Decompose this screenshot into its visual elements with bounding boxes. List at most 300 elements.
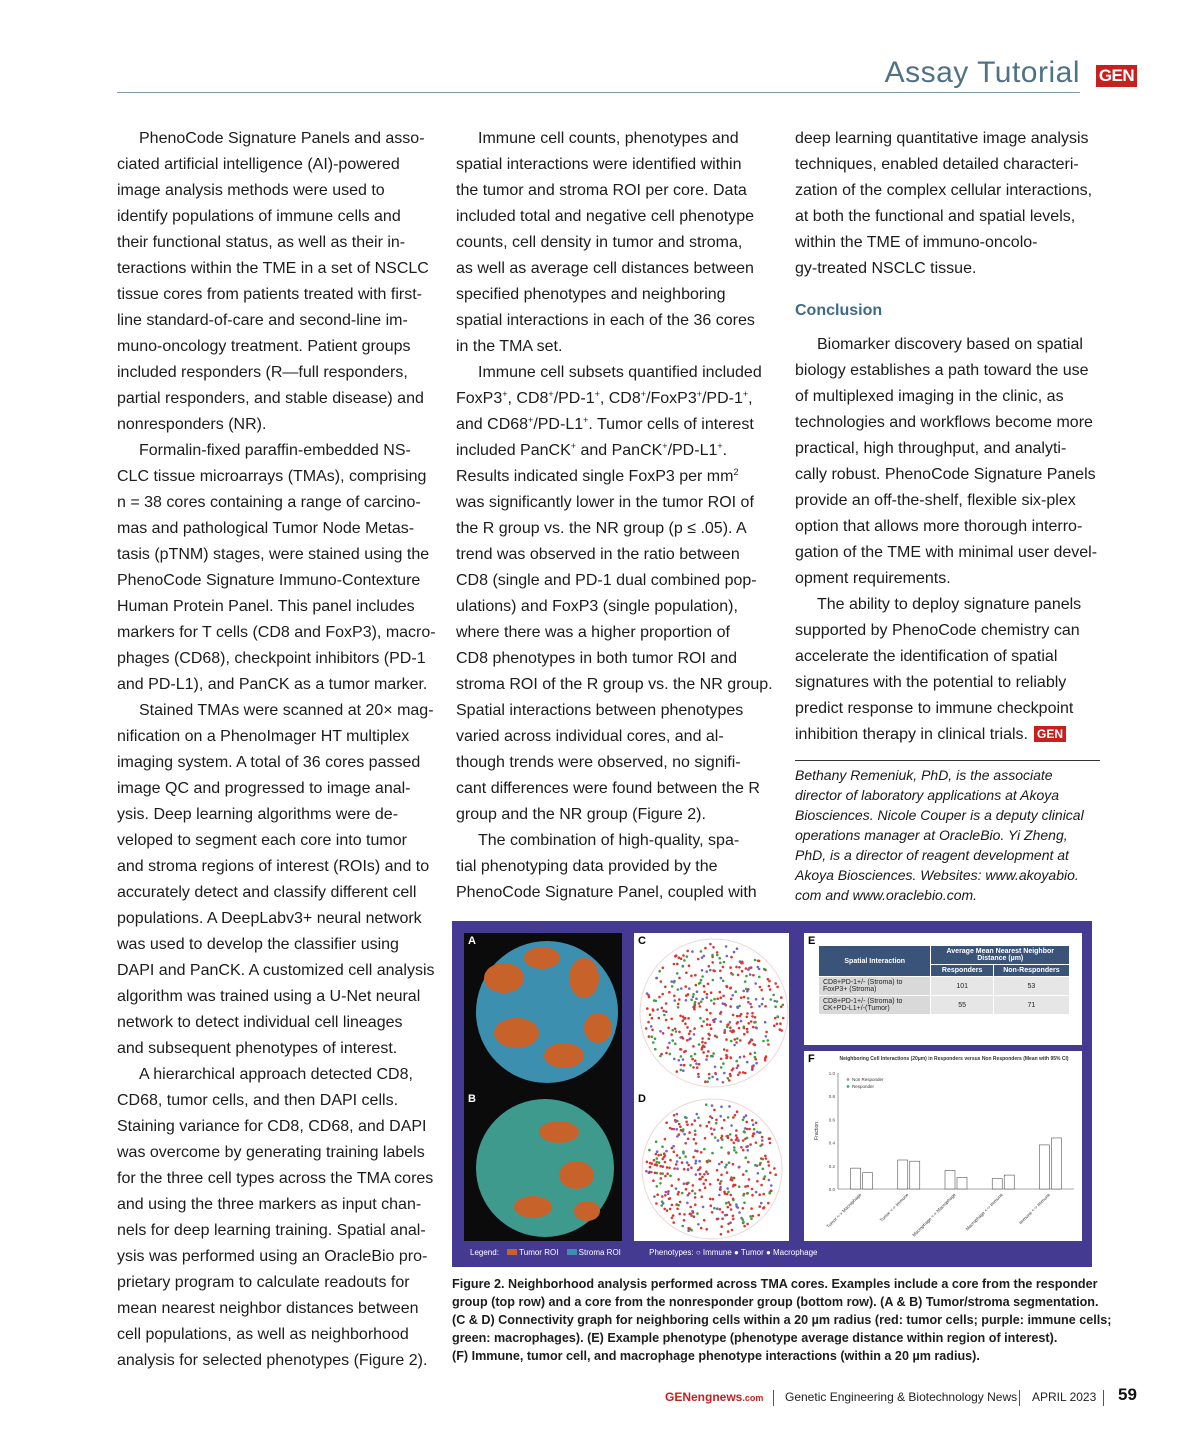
cell-dot (743, 1027, 746, 1030)
cell-dot (685, 1121, 688, 1124)
cell-dot (652, 1009, 655, 1012)
footer-site-link[interactable]: GENengnews.com (665, 1390, 764, 1404)
col2-paragraph-2: Immune cell subsets quantified included FoxP3+, CD8+/PD-1+, CD8+/FoxP3+/PD-1+, and CD68+/PD-L1+. Tumor cells of interest included PanCK+ and PanCK+/PD-L1+. Results indicated single FoxP3 per $mm^2$ was significantly lower in the tumor ROI of the R group vs. the NR group (p ≤ .05). A trend was observed in the ratio between CD8 (single and PD-1 dual combined pop- ulations) and FoxP3 (single population), where there was a higher proportion of CD8 phenotypes in both tumor ROI and stroma ROI of the R group vs. the NR group. Spatial interactions between phenotypes varied across individual cores, and al- though trends were observed, no signifi- cant differences were found between the R group and the NR group (Figure 2). (456, 364, 773, 823)
cell-dot (748, 1128, 751, 1131)
cell-dot (652, 1041, 655, 1044)
cell-dot (748, 1178, 751, 1181)
cell-dot (730, 1139, 733, 1142)
cell-dot (732, 1116, 735, 1119)
cell-dot (659, 1172, 662, 1175)
cell-dot (762, 998, 765, 1001)
cell-dot (731, 1177, 734, 1180)
cell-dot (719, 1020, 722, 1023)
cell-dot (656, 1008, 659, 1011)
cell-dot (692, 1184, 695, 1187)
cell-dot (719, 996, 722, 999)
cell-dot (680, 1048, 683, 1051)
cell-dot (660, 1154, 663, 1157)
cell-dot (736, 1021, 739, 1024)
cell-dot (683, 1168, 686, 1171)
cell-dot (769, 1137, 772, 1140)
cell-dot (730, 1194, 733, 1197)
cell-dot (695, 1173, 698, 1176)
cell-dot (746, 990, 749, 993)
cell-dot (729, 1074, 732, 1077)
cell-dot (665, 1019, 668, 1022)
cell-dot (751, 1194, 754, 1197)
cell-dot (703, 1045, 706, 1048)
cell-dot (694, 1133, 697, 1136)
cell-dot (682, 1037, 685, 1040)
cell-dot (744, 1185, 747, 1188)
cell-dot (726, 1024, 729, 1027)
cell-dot (673, 963, 676, 966)
cell-dot (746, 1192, 749, 1195)
page-number: 59 (1118, 1385, 1137, 1404)
tumor-roi-swatch (507, 1249, 517, 1255)
cell-dot (735, 1139, 738, 1142)
cell-dot (672, 1145, 675, 1148)
cell-dot (732, 1198, 735, 1201)
cell-dot (729, 1030, 732, 1033)
cell-dot (750, 1207, 753, 1210)
cell-dot (666, 1172, 669, 1175)
cell-dot (696, 1066, 699, 1069)
cell-dot (646, 1161, 649, 1164)
cell-dot (676, 1167, 679, 1170)
header-divider (117, 92, 1080, 93)
cell-dot (752, 1123, 755, 1126)
cell-dot (732, 1067, 735, 1070)
marker-line-a: FoxP3+, CD8+/PD-1+, CD8+/FoxP3+/PD-1+, (456, 389, 753, 407)
cell-dot (712, 969, 715, 972)
cell-dot (662, 1010, 665, 1013)
cell-dot (676, 963, 679, 966)
cell-dot (744, 1127, 747, 1130)
cell-dot (742, 1194, 745, 1197)
cell-dot (713, 1020, 716, 1023)
cell-dot (673, 1058, 676, 1061)
cell-dot (752, 974, 755, 977)
cell-dot (704, 947, 707, 950)
cell-dot (680, 1069, 683, 1072)
bar-responder (1004, 1175, 1014, 1189)
cell-dot (746, 1137, 749, 1140)
cell-dot (689, 1064, 692, 1067)
cell-dot (708, 1077, 711, 1080)
footer-date: APRIL 2023 (1032, 1390, 1097, 1404)
col2-paragraph-1: Immune cell counts, phenotypes and spatial interactions were identified within the tumor and stroma ROI per core. Data included total and negative cell phenotype counts, cell density in tumor and stroma, as well as average cell distances between specified phenotypes and neighboring spatial interactions in each of the 36 cores in the TMA set. (456, 130, 755, 355)
cell-dot (711, 1152, 714, 1155)
cell-dot (749, 1215, 752, 1218)
cell-dot (767, 1043, 770, 1046)
cell-dot (684, 1017, 687, 1020)
cell-dot (703, 1219, 706, 1222)
cell-dot (676, 1154, 679, 1157)
cell-dot (735, 1203, 738, 1206)
footer-separator (773, 1390, 774, 1406)
cell-dot (658, 1161, 661, 1164)
cell-dot (759, 986, 762, 989)
cell-dot (756, 1180, 759, 1183)
cell-dot (751, 1015, 754, 1018)
cell-dot (729, 966, 732, 969)
cell-dot (717, 1179, 720, 1182)
cell-dot (720, 1233, 723, 1236)
cell-dot (720, 1105, 723, 1108)
cell-dot (645, 1027, 648, 1030)
cell-dot (674, 1043, 677, 1046)
cell-dot (686, 1123, 689, 1126)
cell-dot (656, 1157, 659, 1160)
cell-dot (677, 1191, 680, 1194)
cell-dot (718, 1163, 721, 1166)
cell-dot (716, 998, 719, 1001)
cell-dot (689, 1030, 692, 1033)
cell-dot (755, 998, 758, 1001)
cell-dot (669, 1208, 672, 1211)
cell-dot (772, 994, 775, 997)
bar-responder (957, 1177, 967, 1189)
cell-dot (653, 999, 656, 1002)
cell-dot (678, 998, 681, 1001)
cell-dot (735, 1134, 738, 1137)
cell-dot (770, 1190, 773, 1193)
cell-dot (662, 1032, 665, 1035)
cell-dot (746, 1061, 749, 1064)
cell-dot (751, 1012, 754, 1015)
cell-dot (769, 1171, 772, 1174)
marker-line-b: and CD68+/PD-L1+. Tumor cells of interest (456, 415, 754, 433)
cell-dot (733, 1142, 736, 1145)
cell-dot (687, 1164, 690, 1167)
cell-dot (722, 980, 725, 983)
cell-dot (694, 1162, 697, 1165)
cell-dot (734, 1114, 737, 1117)
cell-dot (728, 1161, 731, 1164)
cell-dot (691, 1190, 694, 1193)
cell-dot (759, 1162, 762, 1165)
cell-dot (678, 1213, 681, 1216)
cell-dot (692, 1156, 695, 1159)
cell-dot (682, 954, 685, 957)
panel-e-table: E Spatial Interaction Average Mean Nearest Neighbor Distance (µm) Responders Non-Responders CD8+PD-1+/- (Stroma) to FoxP3+ (Stroma) 101 53 CD8+PD-1+/- (Stroma) to CK+PD-L1+/-(Tumor) 55 71 (804, 933, 1082, 1045)
cell-dot (705, 970, 708, 973)
footer-publication: Genetic Engineering & Biotechnology News (785, 1390, 1018, 1404)
cell-dot (765, 1035, 768, 1038)
cell-dot (756, 1131, 759, 1134)
cell-dot (758, 976, 761, 979)
cell-dot (742, 990, 745, 993)
cell-dot (687, 1138, 690, 1141)
cell-dot (690, 1055, 693, 1058)
panel-d-connectivity: D (634, 1091, 789, 1241)
cell-dot (688, 1227, 691, 1230)
cell-dot (768, 1179, 771, 1182)
cell-dot (742, 1149, 745, 1152)
cell-dot (760, 1184, 763, 1187)
cell-dot (747, 1022, 750, 1025)
cell-dot (695, 1160, 698, 1163)
cell-dot (713, 1128, 716, 1131)
cell-dot (653, 1195, 656, 1198)
cell-dot (711, 1133, 714, 1136)
distance-table: Spatial Interaction Average Mean Nearest Neighbor Distance (µm) Responders Non-Responders CD8+PD-1+/- (Stroma) to FoxP3+ (Stroma) 101 53 CD8+PD-1+/- (Stroma) to CK+PD-L1+/-(Tumor) 55 71 (818, 945, 1070, 1015)
cell-dot (730, 972, 733, 975)
cell-dot (746, 1145, 749, 1148)
cell-dot (705, 1058, 708, 1061)
cell-dot (688, 1038, 691, 1041)
cell-dot (706, 1023, 709, 1026)
cell-dot (725, 1038, 728, 1041)
cell-dot (720, 1146, 723, 1149)
col3-paragraph-2: Biomarker discovery based on spatial biology establishes a path toward the use of multiplexed imaging in the clinic, as technologies and workflows become more practical, high throughput, and analyti- cally robust. PhenoCode Signature Panels provide an off-the-shelf, flexible six-plex option that allows more thorough interro- gation of the TME with minimal user devel- opment requirements. (795, 336, 1098, 587)
cell-dot (705, 1228, 708, 1231)
cell-dot (654, 1037, 657, 1040)
cell-dot (732, 1163, 735, 1166)
cell-dot (696, 1113, 699, 1116)
cell-dot (661, 1195, 664, 1198)
cell-dot (727, 1116, 730, 1119)
cell-dot (763, 968, 766, 971)
cell-dot (671, 1217, 674, 1220)
cell-dot (745, 967, 748, 970)
cell-dot (726, 1171, 729, 1174)
cell-dot (716, 1169, 719, 1172)
cell-dot (695, 997, 698, 1000)
cell-dot (673, 1114, 676, 1117)
cell-dot (704, 1137, 707, 1140)
cell-dot (752, 1026, 755, 1029)
cell-dot (660, 980, 663, 983)
cell-dot (764, 1059, 767, 1062)
cell-dot (704, 1186, 707, 1189)
cell-dot (697, 1076, 700, 1079)
cell-dot (765, 1055, 768, 1058)
cell-dot (758, 1193, 761, 1196)
cell-dot (719, 1012, 722, 1015)
cell-dot (692, 1066, 695, 1069)
cell-dot (708, 1073, 711, 1076)
cell-dot (774, 1017, 777, 1020)
cell-dot (751, 1067, 754, 1070)
cell-dot (740, 962, 743, 965)
cell-dot (674, 1120, 677, 1123)
cell-dot (664, 1138, 667, 1141)
cell-dot (684, 1116, 687, 1119)
cell-dot (664, 1161, 667, 1164)
cell-dot (669, 1053, 672, 1056)
cell-dot (656, 1161, 659, 1164)
cell-dot (748, 968, 751, 971)
y-tick-label: 0.2 (828, 1163, 835, 1169)
cell-dot (741, 1218, 744, 1221)
table-row: CD8+PD-1+/- (Stroma) to CK+PD-L1+/-(Tumor) 55 71 (819, 996, 1070, 1015)
cell-dot (711, 1104, 714, 1107)
cell-dot (648, 1035, 651, 1038)
cell-dot (711, 961, 714, 964)
cell-dot (703, 1173, 706, 1176)
cell-dot (757, 1214, 760, 1217)
cell-dot (697, 1117, 700, 1120)
cell-dot (701, 1195, 704, 1198)
cell-dot (684, 1022, 687, 1025)
cell-dot (780, 1006, 783, 1009)
cell-dot (694, 1053, 697, 1056)
col3-paragraph-1: deep learning quantitative image analysis techniques, enabled detailed characteri- zation of the complex cellular interactions, at both the functional and spatial levels, within the TME of immuno-oncolo- gy-treated NSCLC tissue. (795, 130, 1093, 277)
cell-dot (702, 1182, 705, 1185)
cell-dot (747, 1001, 750, 1004)
cell-dot (658, 996, 661, 999)
cell-dot (719, 1208, 722, 1211)
cell-dot (662, 1202, 665, 1205)
cell-dot (658, 970, 661, 973)
cell-dot (755, 1141, 758, 1144)
cell-dot (749, 973, 752, 976)
cell-dot (746, 1028, 749, 1031)
cell-dot (707, 1050, 710, 1053)
cell-dot (694, 1192, 697, 1195)
cell-dot (745, 1114, 748, 1117)
cell-dot (738, 1027, 741, 1030)
cell-dot (762, 1040, 765, 1043)
cell-dot (721, 1138, 724, 1141)
cell-dot (681, 1161, 684, 1164)
cell-dot (726, 1193, 729, 1196)
cell-dot (704, 1080, 707, 1083)
cell-dot (677, 1204, 680, 1207)
cell-dot (680, 1064, 683, 1067)
cell-dot (698, 1002, 701, 1005)
cell-dot (693, 1027, 696, 1030)
col1-paragraph-4: A hierarchical approach detected CD8, CD68, tumor cells, and then DAPI cells. Staining variance for CD8, CD68, and DAPI was overcome by generating training labels for the three cell types across the TMA cores and using the three markers as input chan- nels for deep learning training. Spatial anal- ysis was performed using an OracleBio pro- prietary program to calculate readouts for mean nearest neighbor distances between cell populations, as well as neighborhood analysis for selected phenotypes (Figure 2). (117, 1066, 434, 1369)
cell-dot (698, 1043, 701, 1046)
cell-dot (747, 997, 750, 1000)
marker-line-c: included PanCK+ and PanCK+/PD-L1+. (456, 441, 728, 459)
cell-dot (649, 1166, 652, 1169)
cell-dot (665, 1121, 668, 1124)
cell-dot (733, 951, 736, 954)
cell-dot (695, 1142, 698, 1145)
x-tick-label: Macrophage <-> Macrophage (911, 1192, 957, 1238)
bar-responder (910, 1161, 920, 1189)
cell-dot (743, 1225, 746, 1228)
cell-dot (720, 1161, 723, 1164)
cell-dot (726, 955, 729, 958)
cell-dot (688, 987, 691, 990)
cell-dot (722, 995, 725, 998)
cell-dot (746, 1223, 749, 1226)
gen-logo: GEN (1096, 65, 1137, 87)
cell-dot (759, 1145, 762, 1148)
cell-dot (712, 946, 715, 949)
cell-dot (710, 1027, 713, 1030)
cell-dot (760, 1202, 763, 1205)
cell-dot (739, 1056, 742, 1059)
cell-dot (703, 991, 706, 994)
cell-dot (733, 1044, 736, 1047)
cell-dot (671, 1184, 674, 1187)
connectivity-graph-d (634, 1091, 789, 1241)
cell-dot (725, 1054, 728, 1057)
cell-dot (676, 1208, 679, 1211)
cell-dot (674, 955, 677, 958)
cell-dot (670, 980, 673, 983)
cell-dot (685, 971, 688, 974)
cell-dot (656, 1150, 659, 1153)
cell-dot (660, 1204, 663, 1207)
cell-dot (703, 985, 706, 988)
cell-dot (680, 987, 683, 990)
cell-dot (697, 1073, 700, 1076)
cell-dot (678, 1059, 681, 1062)
cell-dot (727, 1206, 730, 1209)
cell-dot (720, 1066, 723, 1069)
cell-dot (705, 1103, 708, 1106)
cell-dot (685, 1188, 688, 1191)
cell-dot (770, 1184, 773, 1187)
cell-dot (698, 1160, 701, 1163)
cell-dot (665, 1052, 668, 1055)
cell-dot (682, 1058, 685, 1061)
cell-dot (667, 1027, 670, 1030)
bar-nonresponder (945, 1170, 955, 1189)
bar-responder (863, 1173, 873, 1189)
cell-dot (681, 965, 684, 968)
cell-dot (727, 1152, 730, 1155)
cell-dot (776, 1015, 779, 1018)
x-tick-label: Tumor <-> Immune (878, 1192, 910, 1223)
cell-dot (702, 1020, 705, 1023)
cell-dot (654, 1172, 657, 1175)
table-row: CD8+PD-1+/- (Stroma) to FoxP3+ (Stroma) 101 53 (819, 977, 1070, 996)
section-title: Assay Tutorial (884, 56, 1080, 89)
cell-dot (653, 1159, 656, 1162)
cell-dot (714, 1136, 717, 1139)
cell-dot (751, 1119, 754, 1122)
cell-dot (708, 1121, 711, 1124)
figure-legend: Legend: Tumor ROI Stroma ROI Phenotypes: ○ Immune ● Tumor ● Macrophage (470, 1248, 818, 1257)
cell-dot (677, 1178, 680, 1181)
cell-dot (747, 1185, 750, 1188)
cell-dot (698, 1063, 701, 1066)
author-bio: Bethany Remeniuk, PhD, is the associate director of laboratory applications at Akoya Biosciences. Nicole Couper is a deputy clinical operations manager at OracleBio. Yi Zheng, PhD, is a director of reagent development at Akoya Biosciences. Websites: www.akoyabio. com and www.oraclebio.com. (795, 767, 1084, 903)
cell-dot (722, 966, 725, 969)
cell-dot (757, 1172, 760, 1175)
cell-dot (765, 1031, 768, 1034)
cell-dot (782, 1017, 785, 1020)
cell-dot (725, 1004, 728, 1007)
cell-dot (649, 1162, 652, 1165)
cell-dot (699, 1166, 702, 1169)
cell-dot (716, 951, 719, 954)
cell-dot (688, 1033, 691, 1036)
cell-dot (717, 1139, 720, 1142)
cell-dot (706, 1055, 709, 1058)
cell-dot (753, 1132, 756, 1135)
cell-dot (755, 1027, 758, 1030)
cell-dot (662, 967, 665, 970)
cell-dot (743, 1131, 746, 1134)
cell-dot (749, 1003, 752, 1006)
cell-dot (727, 1201, 730, 1204)
cell-dot (648, 1171, 651, 1174)
cell-dot (651, 1029, 654, 1032)
cell-dot (723, 1119, 726, 1122)
cell-dot (755, 1191, 758, 1194)
cell-dot (666, 1166, 669, 1169)
cell-dot (651, 1017, 654, 1020)
